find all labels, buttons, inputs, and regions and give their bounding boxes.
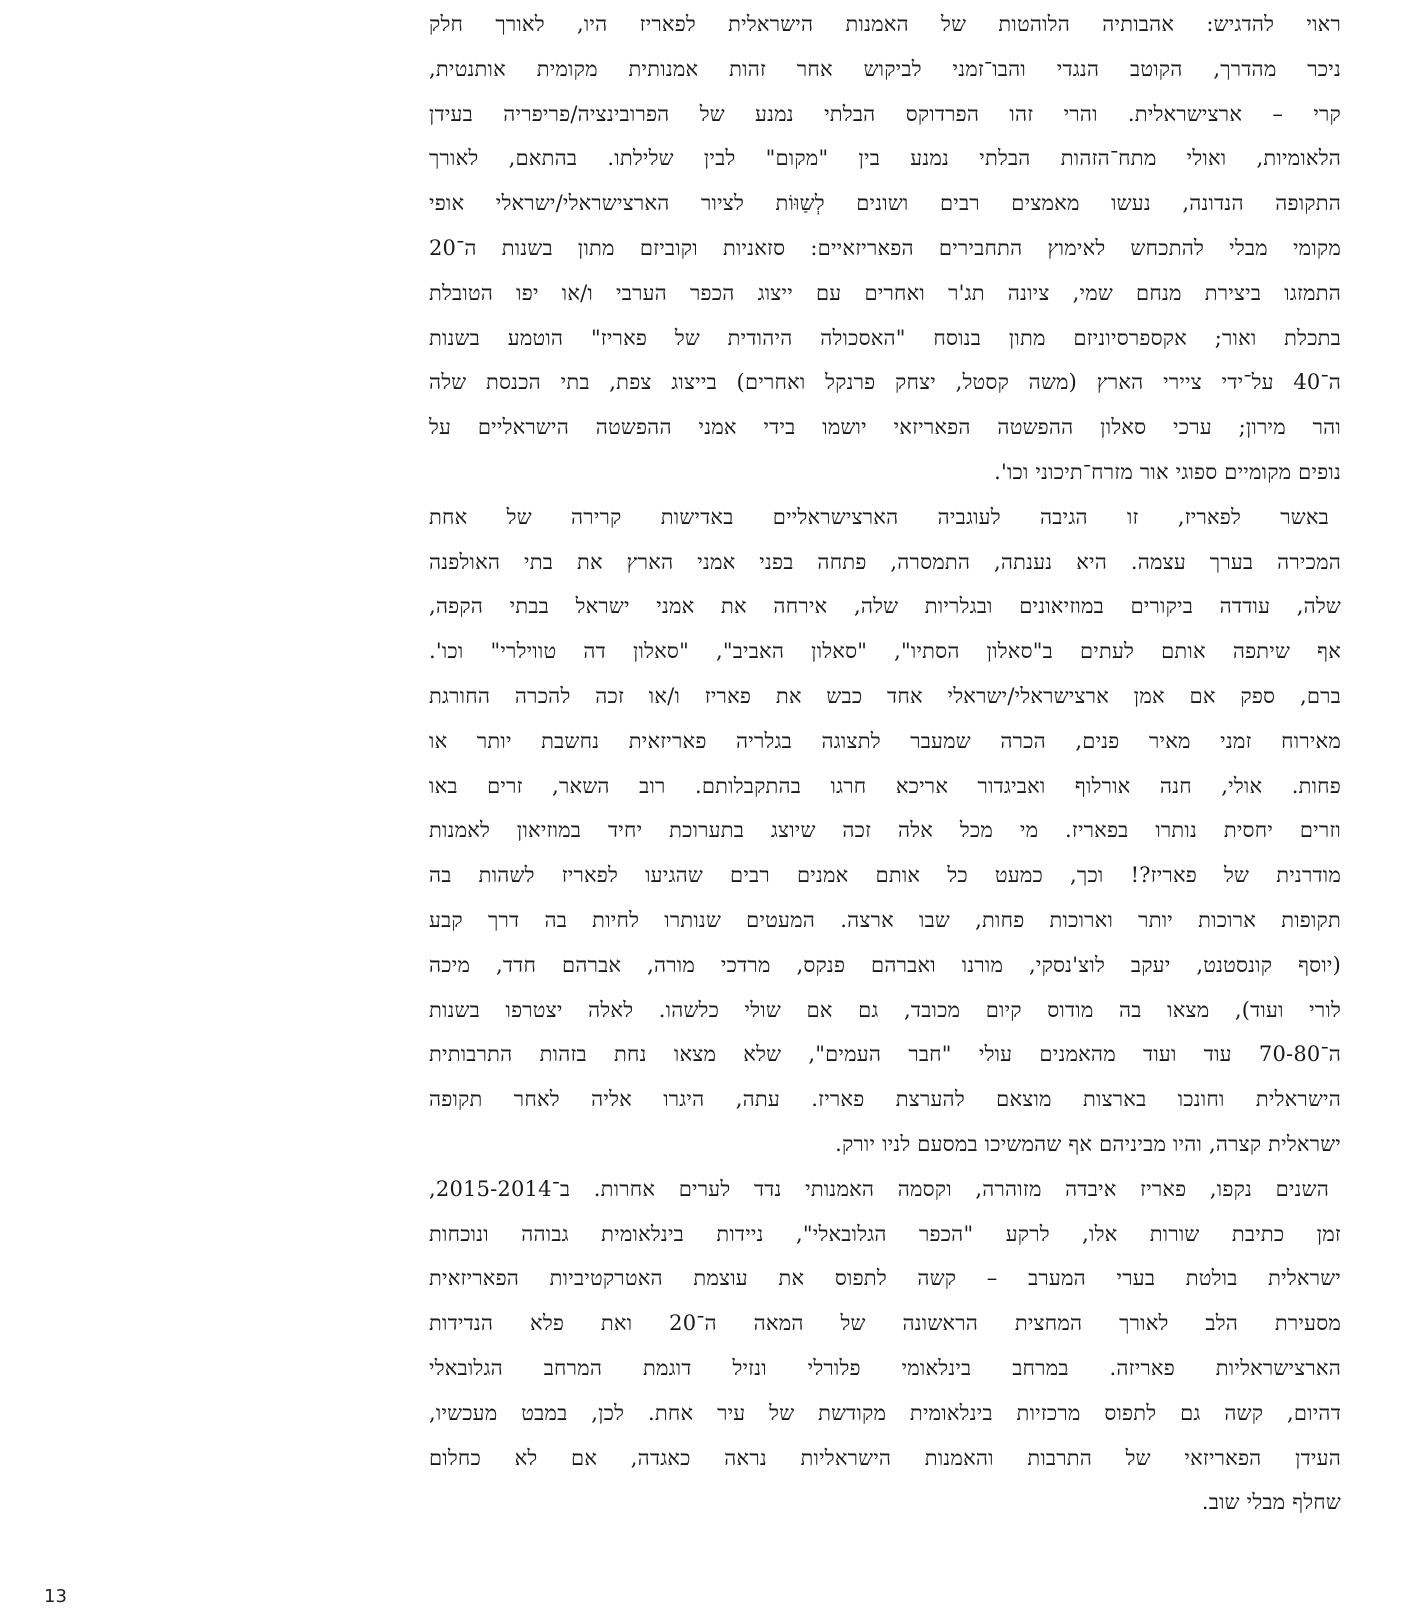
text-line: מודרנית של פאריז?! וכך, כמעט כל אותם אמנים רבים שהגיעו לפאריז לשהות בה: [429, 863, 1341, 888]
text-line: באשר לפאריז, זו הגיבה לעוגביה הארצישראליים באדישות קרירה של אחת: [429, 504, 1329, 529]
text-line: זמן כתיבת שורות אלו, לרקע "הכפר הגלובאלי", ניידות בינלאומית גבוהה ונוכחות: [429, 1221, 1341, 1246]
text-line: לורי ועוד), מצאו בה מודוס קיום מכובד, גם אם שולי כלשהו. לאלה יצטרפו בשנות: [429, 997, 1341, 1022]
text-line: התקופה הנדונה, נעשו מאמצים רבים ושונים לְשַוּוֹת לציור הארצישראלי/ישראלי אופי: [429, 191, 1341, 216]
text-line: התמזגו ביצירת מנחם שמי, ציונה תג'ר ואחרים עם ייצוג הכפר הערבי ו/או יפו הטובלת: [429, 280, 1341, 305]
text-line: ניכר מהדרך, הקוטב הנגדי והבו־זמני לביקוש אחר זהות אמנותית מקומית אותנטית,: [429, 56, 1341, 81]
text-line: מאירוח זמני מאיר פנים, הכרה שמעבר לתצוגה בגלריה פאריזאית נחשבת יותר או: [429, 728, 1341, 753]
text-line: קרי – ארצישראלית. והרי זהו הפרדוקס הבלתי נמנע של הפרובינציה/פריפריה בעידן: [429, 101, 1341, 126]
text-line: הישראלית וחונכו בארצות מוצאם להערצת פאריז. עתה, היגרו אליה לאחר תקופה: [429, 1087, 1341, 1112]
paragraph-3: [429, 1167, 1341, 1525]
text-line: וזרים יחסית נותרו בפאריז. מי מכל אלה זכה שיוצג בתערוכת יחיד במוזיאון לאמנות: [429, 818, 1341, 843]
text-line: הלאומיות, ואולי מתח־הזהות הבלתי נמנע בין "מקום" לבין שלילתו. בהתאם, לאורך: [429, 146, 1341, 171]
text-line: תקופות ארוכות יותר וארוכות פחות, שבו ארצה. המעטים שנותרו לחיות בה דרך קבע: [429, 907, 1341, 932]
paragraph-2: [429, 495, 1341, 1167]
text-line: השנים נקפו, פאריז איבדה מזוהרה, וקסמה האמנותי נדד לערים אחרות. ב־2015-2014,: [429, 1176, 1329, 1201]
text-line: ישראלית קצרה, והיו מביניהם אף שהמשיכו במסעם לניו יורק.: [835, 1131, 1341, 1156]
text-line: בתכלת ואור; אקספרסיוניזם מתון בנוסח "האסכולה היהודית של פאריז" הוטמע בשנות: [429, 325, 1341, 350]
page-number: 13: [44, 1586, 67, 1607]
text-line: פחות. אולי, חנה אורלוף ואביגדור אריכא חרגו בהתקבלותם. רוב השאר, זרים באו: [429, 773, 1341, 798]
text-line: נופים מקומיים ספוגי אור מזרח־תיכוני וכו'.: [994, 459, 1341, 484]
text-line: העידן הפאריזאי של התרבות והאמנות הישראליות נראה כאגדה, אם לא כחלום: [429, 1445, 1341, 1470]
paragraph-1: [429, 2, 1341, 495]
text-line: ישראלית בולטת בערי המערב – קשה לתפוס את עוצמת האטרקטיביות הפאריזאית: [429, 1266, 1341, 1291]
text-line: ה־70-80 עוד ועוד מהאמנים עולי "חבר העמים", שלא מצאו נחת בזהות התרבותית: [429, 1042, 1341, 1067]
text-line: מקומי מבלי להתכחש לאימוץ התחבירים הפאריזאיים: סזאניות וקוביזם מתון בשנות ה־20: [429, 235, 1341, 260]
text-line: (יוסף קונסטנט, יעקב לוצ'נסקי, מורנו ואברהם פנקס, מרדכי מורה, אברהם חדד, מיכה: [429, 952, 1341, 977]
text-line: שחלף מבלי שוב.: [1201, 1490, 1341, 1515]
text-line: אף שיתפה אותם לעתים ב"סאלון הסתיו", "סאלון האביב", "סאלון דה טווילרי" וכו'.: [429, 639, 1341, 664]
text-line: ברם, ספק אם אמן ארצישראלי/ישראלי אחד כבש את פאריז ו/או זכה להכרה החורגת: [429, 683, 1341, 708]
page-text: [429, 2, 1341, 1525]
text-line: שלה, עודדה ביקורים במוזיאונים ובגלריות שלה, אירחה את אמני ישראל בבתי הקפה,: [429, 594, 1341, 619]
text-line: והר מירון; ערכי סאלון ההפשטה הפאריזאי יושמו בידי אמני ההפשטה הישראליים על: [429, 415, 1341, 440]
text-line: ה־40 על־ידי ציירי הארץ (משה קסטל, יצחק פרנקל ואחרים) בייצוג צפת, בתי הכנסת שלה: [429, 370, 1341, 395]
text-line: דהיום, קשה גם לתפוס מרכזיות בינלאומית מקודשת של עיר אחת. לכן, במבט מעכשיו,: [429, 1400, 1341, 1425]
text-line: המכירה בערך עצמה. היא נענתה, התמסרה, פתחה בפני אמני הארץ את בתי האולפנה: [429, 549, 1341, 574]
text-line: ראוי להדגיש: אהבותיה הלוהטות של האמנות הישראלית לפאריז היו, לאורך חלק: [429, 12, 1341, 36]
text-line: הארצישראליות פאריזה. במרחב בינלאומי פלורלי ונזיל דוגמת המרחב הגלובאלי: [429, 1355, 1341, 1380]
text-line: מסעירת הלב לאורך המחצית הראשונה של המאה ה־20 ואת פלא הנדידות: [429, 1311, 1342, 1336]
